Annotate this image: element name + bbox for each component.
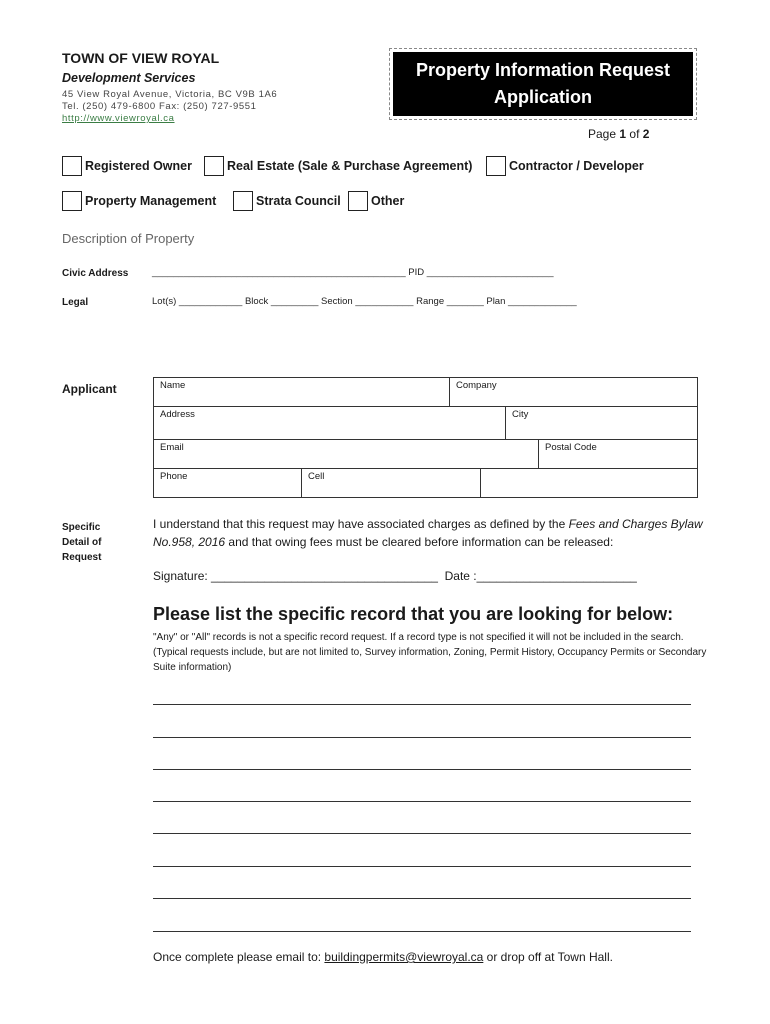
record-entry-line[interactable]	[153, 931, 691, 932]
checkbox-box[interactable]	[204, 156, 224, 176]
checkbox-box[interactable]	[348, 191, 368, 211]
acknowledgement-text: I understand that this request may have associated charges as defined by the Fees and Charges Bylaw No.958, 2016 and that owing fees must be cleared before information can be released:	[153, 517, 703, 549]
record-entry-line[interactable]	[153, 898, 691, 899]
company-field[interactable]: Company	[449, 377, 698, 407]
checkbox-registered-owner[interactable]: Registered Owner	[62, 156, 192, 176]
checkbox-box[interactable]	[62, 156, 82, 176]
checkbox-box[interactable]	[233, 191, 253, 211]
name-field[interactable]: Name	[153, 377, 450, 407]
signature-date-field[interactable]: Signature: __________________________________ Date :________________________	[153, 569, 637, 583]
org-website-link[interactable]: http://www.viewroyal.ca	[62, 113, 175, 124]
records-heading: Please list the specific record that you are looking for below:	[153, 604, 674, 624]
legal-field[interactable]: Lot(s) ____________ Block _________ Section ___________ Range _______ Plan _____________	[152, 296, 577, 307]
title-box	[389, 48, 697, 120]
checkbox-contractor[interactable]: Contractor / Developer	[486, 156, 644, 176]
org-department: Development Services	[62, 71, 196, 85]
specific-detail-label: Specific Detail of Request	[62, 522, 102, 563]
applicant-grid	[153, 377, 698, 498]
description-heading: Description of Property	[62, 231, 195, 246]
records-note: "Any" or "All" records is not a specific record request. If a record type is not specified it will not be included in the search. (Typical requests include, but are not limited to, Survey information, Zoning, Permit History, Occupancy Permits or Secondary Suite information)	[153, 632, 707, 673]
checkbox-real-estate[interactable]: Real Estate (Sale & Purchase Agreement)	[204, 156, 472, 176]
record-entry-line[interactable]	[153, 833, 691, 834]
blank-field[interactable]	[480, 468, 698, 498]
title-line-2: Application	[494, 87, 592, 107]
phone-field[interactable]: Phone	[153, 468, 302, 498]
address-field[interactable]: Address	[153, 406, 506, 440]
record-entry-line[interactable]	[153, 866, 691, 867]
email-link[interactable]: buildingpermits@viewroyal.ca	[324, 950, 484, 964]
record-entry-line[interactable]	[153, 769, 691, 770]
checkbox-strata-council[interactable]: Strata Council	[233, 191, 341, 211]
civic-address-field[interactable]: ________________________________________________ PID ________________________	[152, 267, 554, 278]
legal-label: Legal	[62, 297, 89, 308]
cell-field[interactable]: Cell	[301, 468, 481, 498]
city-field[interactable]: City	[505, 406, 698, 440]
checkbox-other[interactable]: Other	[348, 191, 404, 211]
title-line-1: Property Information Request	[415, 60, 671, 80]
email-field[interactable]: Email	[153, 439, 539, 469]
checkbox-box[interactable]	[62, 191, 82, 211]
org-phone: Tel. (250) 479-6800 Fax: (250) 727-9551	[62, 101, 257, 112]
org-address: 45 View Royal Avenue, Victoria, BC V9B 1A6	[62, 89, 278, 100]
record-entry-line[interactable]	[153, 801, 691, 802]
checkbox-box[interactable]	[486, 156, 506, 176]
org-name: TOWN OF VIEW ROYAL	[62, 50, 220, 66]
record-entry-line[interactable]	[153, 737, 691, 738]
record-entry-line[interactable]	[153, 704, 691, 705]
footer-instructions: Once complete please email to: buildingpermits@viewroyal.ca or drop off at Town Hall.	[153, 950, 613, 964]
civic-address-label: Civic Address	[62, 268, 129, 279]
bylaw-reference: Fees and Charges Bylaw No.958, 2016	[153, 517, 703, 549]
applicant-label: Applicant	[62, 382, 117, 396]
postal-code-field[interactable]: Postal Code	[538, 439, 698, 469]
page-number: Page 1 of 2	[588, 127, 650, 141]
checkbox-property-management[interactable]: Property Management	[62, 191, 216, 211]
